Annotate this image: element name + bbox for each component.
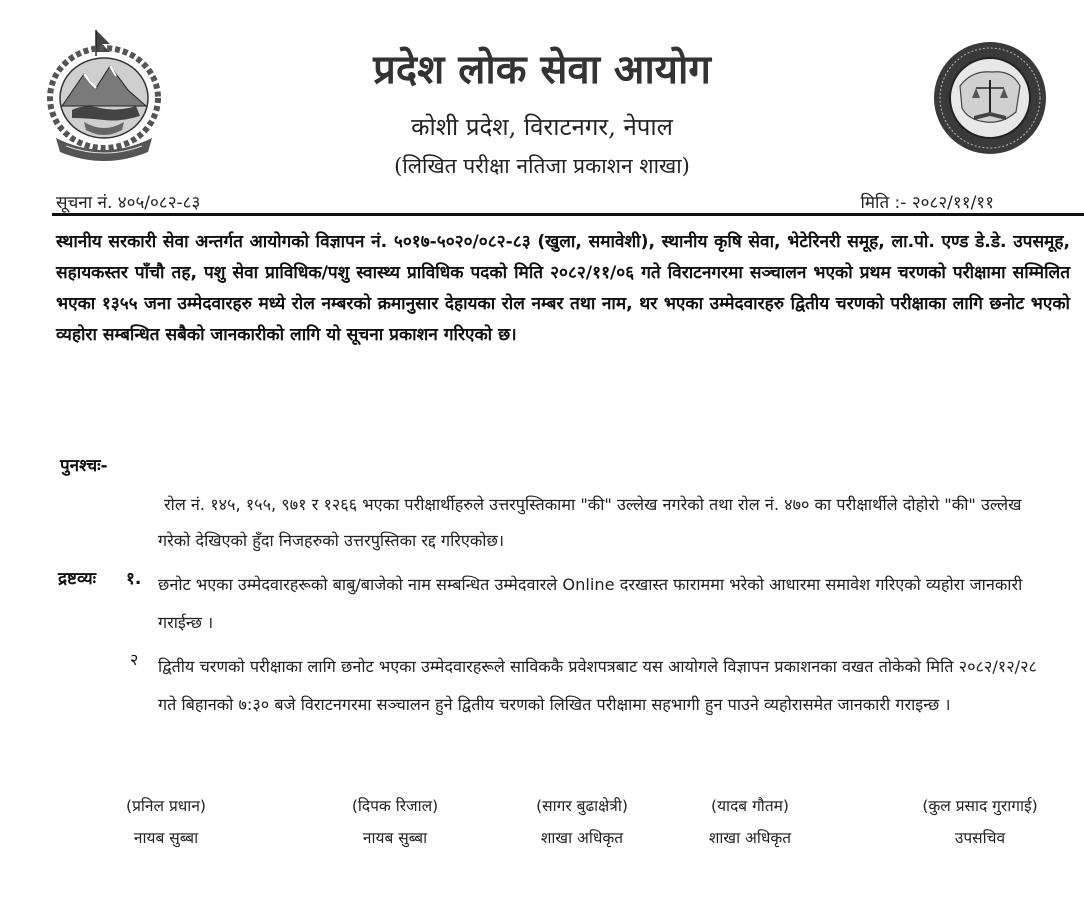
org-title: प्रदेश लोक सेवा आयोग <box>373 46 711 93</box>
branch-name: (लिखित परीक्षा नतिजा प्रकाशन शाखा) <box>394 154 690 178</box>
koshi-pradesh-public-service-commission-seal-icon <box>932 40 1048 156</box>
signatory-designation: शाखा अधिकृत <box>708 829 792 847</box>
note-2-text: द्वितीय चरणको परीक्षाका लागि छनोट भएका उम्मेदवारहरूले साविककै प्रवेशपत्रबाट यस आयोगले विज्ञापन प्रकाशनका वखत तोकेको मिति २०८२/१२/२८ गते बिहानको ७:३० बजे विराटनगरमा सञ्चालन हुने द्वितीय चरणको लिखित परीक्षामा सहभागी हुन पाउने व्यहोरासमेत जानकारी गराइन्छ । <box>158 657 1037 714</box>
signatory <box>886 794 1074 854</box>
signatory-name: (यादब गौतम) <box>711 797 789 815</box>
org-subtitle: कोशी प्रदेश, विराटनगर, नेपाल <box>411 113 673 141</box>
signatory-name: (प्रनिल प्रधान) <box>126 797 206 815</box>
note-2-number: २ <box>130 650 139 669</box>
note-1-number: १. <box>126 569 142 589</box>
postscript-body: रोल नं. १४५, १५५, ९७१ र १२६६ भएका परीक्षार्थीहरुले उत्तरपुस्तिकामा "की" उल्लेख नगरेको तथा रोल नं. ४७० का परीक्षार्थीले दोहोरो "की" उल्लेख गरेको देखिएको हुँदा निजहरुको उत्तरपुस्तिका रद्द गरिएकोछ। <box>158 495 1022 550</box>
notice-date: मिति :- २०८२/११/११ <box>860 193 994 213</box>
signatory <box>676 794 824 854</box>
notice-number: सूचना नं. ४०५/०८२-८३ <box>56 193 201 213</box>
signatory <box>320 794 470 854</box>
signatory <box>96 794 236 854</box>
postscript-label: पुनश्चः- <box>60 456 108 476</box>
postscript-text <box>158 487 1042 559</box>
signatory-designation: शाखा अधिकृत <box>540 829 624 847</box>
signatory <box>498 794 666 854</box>
signatory-name: (सागर बुढाक्षेत्री) <box>536 797 628 815</box>
signatory-designation: नायब सुब्बा <box>362 829 428 847</box>
signatory-name: (दिपक रिजाल) <box>351 797 439 815</box>
note-1-text: छनोट भएका उम्मेदवारहरूको बाबु/बाजेको नाम सम्बन्धित उम्मेदवारले Online दरखास्त फाराममा भरेको आधारमा समावेश गरिएको व्यहोरा जानकारी गराईन्छ । <box>158 575 1023 632</box>
notice-body: स्थानीय सरकारी सेवा अन्तर्गत आयोगको विज्ञापन नं. ५०१७-५०२०/०८२-८३ (खुला, समावेशी), स्थानीय कृषि सेवा, भेटेरिनरी समूह, ला.पो. एण्ड डे.डे. उपसमूह, सहायकस्तर पाँचौ तह, पशु सेवा प्राविधिक/पशु स्वास्थ्य प्राविधिक पदको मिति २०८२/११/०६ गते विराटनगरमा सञ्चालन भएको प्रथम चरणको परीक्षामा सम्मिलित भएका १३५५ जना उम्मेदवारहरु मध्ये रोल नम्बरको क्रमानुसार देहायका रोल नम्बर तथा नाम, थर भएका उम्मेदवारहरु द्वितीय चरणको परीक्षाका लागि छनोट भएको व्यहोरा सम्बन्धित सबैको जानकारीको लागि यो सूचना प्रकाशन गरिएको छ। <box>56 232 1070 345</box>
notes-label: द्रष्टव्यः <box>58 569 97 589</box>
header-divider <box>52 213 1084 216</box>
signatory-designation: उपसचिव <box>954 829 1006 847</box>
signatory-name: (कुल प्रसाद गुरागाई) <box>922 797 1038 815</box>
signatory-designation: नायब सुब्बा <box>133 829 199 847</box>
